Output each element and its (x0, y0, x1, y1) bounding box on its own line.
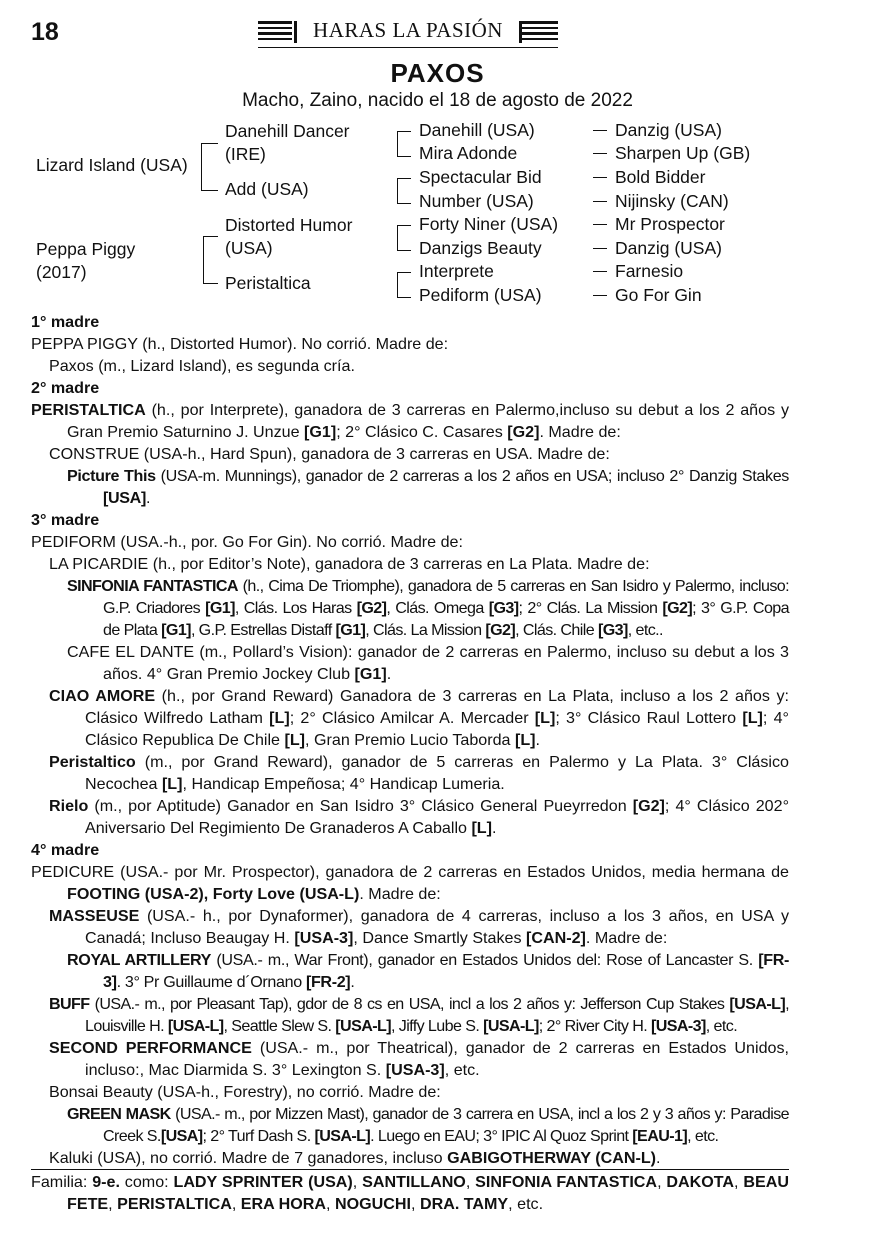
g3-4: Number (USA) (419, 191, 534, 211)
entry-paxos: Paxos (m., Lizard Island), es segunda cría. (49, 357, 355, 375)
g3-1: Danehill (USA) (419, 120, 535, 140)
header-right-ornament (522, 21, 558, 43)
g4-8: Go For Gin (615, 285, 702, 305)
dam-dam: Peristaltica (225, 273, 311, 293)
sire: Lizard Island (USA) (36, 155, 188, 175)
g3-2: Mira Adonde (419, 143, 518, 163)
entry-royal-artillery: ROYAL ARTILLERY (USA.- m., War Front), ganador en Estados Unidos del: Rose of Lancaster S. [FR-3]. 3° Pr Guillaume d´Ornano [FR-2]. (67, 951, 789, 991)
sire-sire-line-2: (IRE) (225, 144, 266, 164)
entry-pedicure: PEDICURE (USA.- por Mr. Prospector), ganadora de 2 carreras en Estados Unidos, media hermana de FOOTING (USA-2), Forty Love (USA-L). Madre de: (31, 863, 789, 903)
entry-sinfonia-fantastica: SINFONIA FANTASTICA (h., Cima De Triomphe), ganadora de 5 carreras en San Isidro y Palermo, incluso: G.P. Criadores [G1], Clás. Los Haras [G2], Clás. Omega [G3]; 2° Clás. La Mission [G2]; 3° G.P. Copa de Plata [G1], G.P. Estrellas Distaff [G1], Clás. La Mission [G2], Clás. Chile [G3], etc.. (67, 577, 789, 639)
entry-la-picardie: LA PICARDIE (h., por Editor’s Note), ganadora de 3 carreras en La Plata. Madre de: (49, 555, 650, 573)
entry-ciao-amore: CIAO AMORE (h., por Grand Reward) Ganadora de 3 carreras en La Plata, incluso a los 2 años y: Clásico Wilfredo Latham [L]; 2° Clásico Amilcar A. Mercader [L]; 3° Clásico Raul Lottero [L]; 4° Clásico Republica De Chile [L], Gran Premio Lucio Taborda [L]. (49, 687, 789, 749)
g3-3: Spectacular Bid (419, 167, 542, 187)
section-heading-2: 2° madre (31, 379, 100, 397)
g4-6: Danzig (USA) (615, 238, 722, 258)
entry-peppa-piggy: PEPPA PIGGY (h., Distorted Humor). No corrió. Madre de: (31, 335, 449, 353)
g4-5: Mr Prospector (615, 214, 725, 234)
entry-pediform: PEDIFORM (USA.-h., por. Go For Gin). No corrió. Madre de: (31, 533, 463, 551)
section-heading-1: 1° madre (31, 313, 100, 331)
female-line-text (31, 311, 789, 1215)
entry-picture-this: Picture This (USA-m. Munnings), ganador de 2 carreras a los 2 años en USA; incluso 2° Danzig Stakes [USA]. (67, 467, 789, 507)
dam-sire-line-1: Distorted Humor (225, 215, 353, 235)
entry-buff: BUFF (USA.- m., por Pleasant Tap), gdor de 8 cs en USA, incl a los 2 años y: Jefferson Cup Stakes [USA-L], Louisville H. [USA-L], Seattle Slew S. [USA-L], Jiffy Lube S. [USA-L]; 2° River City H. [USA-3], etc. (49, 995, 789, 1035)
dam-line-1: Peppa Piggy (36, 239, 136, 259)
section-heading-3: 3° madre (31, 511, 100, 529)
entry-green-mask: GREEN MASK (USA.- m., por Mizzen Mast), ganador de 3 carrera en USA, incl a los 2 y 3 años y: Paradise Creek S.[USA]; 2° Turf Dash S. [USA-L]. Luego en EAU; 3° IPIC Al Quoz Sprint [EAU-1], etc. (67, 1105, 789, 1145)
g4-3: Bold Bidder (615, 167, 706, 187)
horse-description: Macho, Zaino, nacido el 18 de agosto de 2022 (242, 90, 633, 111)
entry-masseuse: MASSEUSE (USA.- h., por Dynaformer), ganadora de 4 carreras, incluso a los 3 años, en USA y Canadá; Incluso Beaugay H. [USA-3], Dance Smartly Stakes [CAN-2]. Madre de: (49, 907, 789, 947)
horse-name: PAXOS (390, 58, 485, 88)
g4-7: Farnesio (615, 261, 684, 281)
entry-kaluki: Kaluki (USA), no corrió. Madre de 7 ganadores, incluso GABIGOTHERWAY (CAN-L). (49, 1149, 661, 1167)
sire-dam: Add (USA) (225, 179, 309, 199)
g3-7: Interprete (419, 261, 494, 281)
entry-second-performance: SECOND PERFORMANCE (USA.- m., por Theatrical), ganador de 2 carreras en Estados Unidos, incluso:, Mac Diarmida S. 3° Lexington S. [USA-3], etc. (49, 1039, 789, 1079)
g4-4: Nijinsky (CAN) (615, 191, 729, 211)
g4-2: Sharpen Up (GB) (615, 143, 751, 163)
g3-5: Forty Niner (USA) (419, 214, 559, 234)
entry-cafe-el-dante: CAFE EL DANTE (m., Pollard’s Vision): ganador de 2 carreras en Palermo, incluso su debut a los 3 años. 4° Gran Premio Jockey Club [G1]. (67, 643, 789, 683)
g3-6: Danzigs Beauty (419, 238, 542, 258)
stud-name: HARAS LA PASIÓN (313, 18, 503, 42)
g4-1: Danzig (USA) (615, 120, 722, 140)
sire-sire-line-1: Danehill Dancer (225, 121, 350, 141)
entry-peristaltica: PERISTALTICA (h., por Interprete), ganadora de 3 carreras en Palermo,incluso su debut a los 2 años y Gran Premio Saturnino J. Unzue [G1]; 2° Clásico C. Casares [G2]. Madre de: (31, 401, 789, 441)
entry-peristaltico: Peristaltico (m., por Grand Reward), ganador de 5 carreras en Palermo y La Plata. 3° Clásico Necochea [L], Handicap Empeñosa; 4° Handicap Lumeria. (49, 753, 789, 793)
section-heading-4: 4° madre (31, 841, 100, 859)
stud-header (258, 18, 558, 48)
g3-8: Pediform (USA) (419, 285, 542, 305)
dam-line-2: (2017) (36, 262, 87, 282)
entry-bonsai-beauty: Bonsai Beauty (USA-h., Forestry), no corrió. Madre de: (49, 1083, 441, 1101)
page-number: 18 (31, 18, 59, 46)
entry-rielo: Rielo (m., por Aptitude) Ganador en San Isidro 3° Clásico General Pueyrredon [G2]; 4° Clásico 202° Aniversario Del Regimiento De Granaderos A Caballo [L]. (49, 797, 789, 837)
entry-construe: CONSTRUE (USA-h., Hard Spun), ganadora de 3 carreras en USA. Madre de: (49, 445, 610, 463)
dam-sire-line-2: (USA) (225, 238, 273, 258)
header-left-ornament (258, 21, 294, 43)
family-line: Familia: 9-e. como: LADY SPRINTER (USA), SANTILLANO, SINFONIA FANTASTICA, DAKOTA, BEAU FETE, PERISTALTICA, ERA HORA, NOGUCHI, DRA. TAMY, etc. (31, 1169, 789, 1215)
